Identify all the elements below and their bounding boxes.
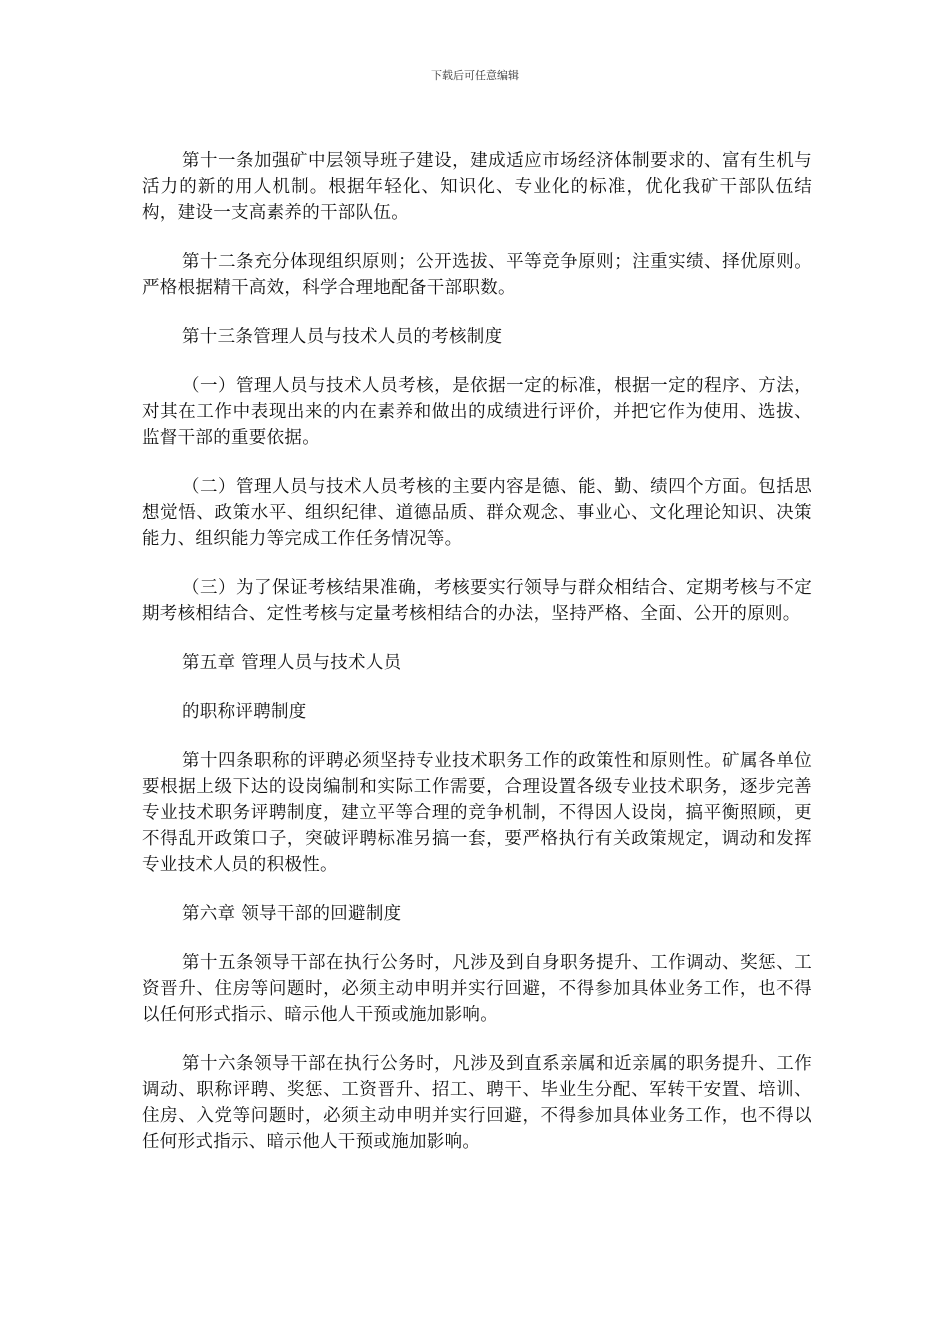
page-header: 下载后可任意编辑	[431, 69, 519, 82]
article-13-item-3: （三）为了保证考核结果准确，考核要实行领导与群众相结合、定期考核与不定期考核相结合、定性考核与定量考核相结合的办法，坚持严格、全面、公开的原则。	[142, 578, 812, 624]
chapter-5-title: 第五章 管理人员与技术人员	[182, 653, 402, 673]
article-11: 第十一条加强矿中层领导班子建设，建成适应市场经济体制要求的、富有生机与活力的新的用人机制。根据年轻化、知识化、专业化的标准，优化我矿干部队伍结构，建设一支高素养的干部队伍。	[142, 151, 812, 223]
document-body	[142, 148, 812, 1178]
article-12: 第十二条充分体现组织原则；公开选拔、平等竞争原则；注重实绩、择优原则。严格根据精干高效，科学合理地配备干部职数。	[142, 252, 812, 298]
article-14: 第十四条职称的评聘必须坚持专业技术职务工作的政策性和原则性。矿属各单位要根据上级下达的设岗编制和实际工作需要，合理设置各级专业技术职务，逐步完善专业技术职务评聘制度，建立平等合理的竞争机制，不得因人设岗，搞平衡照顾，更不得乱开政策口子，突破评聘标准另搞一套，要严格执行有关政策规定，调动和发挥专业技术人员的积极性。	[142, 751, 812, 875]
article-13-item-2: （二）管理人员与技术人员考核的主要内容是德、能、勤、绩四个方面。包括思想觉悟、政策水平、组织纪律、道德品质、群众观念、事业心、文化理论知识、决策能力、组织能力等完成工作任务情况等。	[142, 477, 812, 549]
article-16: 第十六条领导干部在执行公务时，凡涉及到直系亲属和近亲属的职务提升、工作调动、职称评聘、奖惩、工资晋升、招工、聘干、毕业生分配、军转干安置、培训、住房、入党等问题时，必须主动申明并实行回避，不得参加具体业务工作，也不得以任何形式指示、暗示他人干预或施加影响。	[142, 1054, 812, 1152]
chapter-5-subtitle: 的职称评聘制度	[182, 702, 307, 722]
article-13-heading: 第十三条管理人员与技术人员的考核制度	[182, 327, 503, 347]
article-15: 第十五条领导干部在执行公务时，凡涉及到自身职务提升、工作调动、奖惩、工资晋升、住房等问题时，必须主动申明并实行回避，不得参加具体业务工作，也不得以任何形式指示、暗示他人干预或施加影响。	[142, 953, 812, 1025]
chapter-6-title: 第六章 领导干部的回避制度	[182, 904, 402, 924]
article-13-item-1: （一）管理人员与技术人员考核，是依据一定的标准，根据一定的程序、方法，对其在工作中表现出来的内在素养和做出的成绩进行评价，并把它作为使用、选拔、监督干部的重要依据。	[142, 376, 812, 448]
